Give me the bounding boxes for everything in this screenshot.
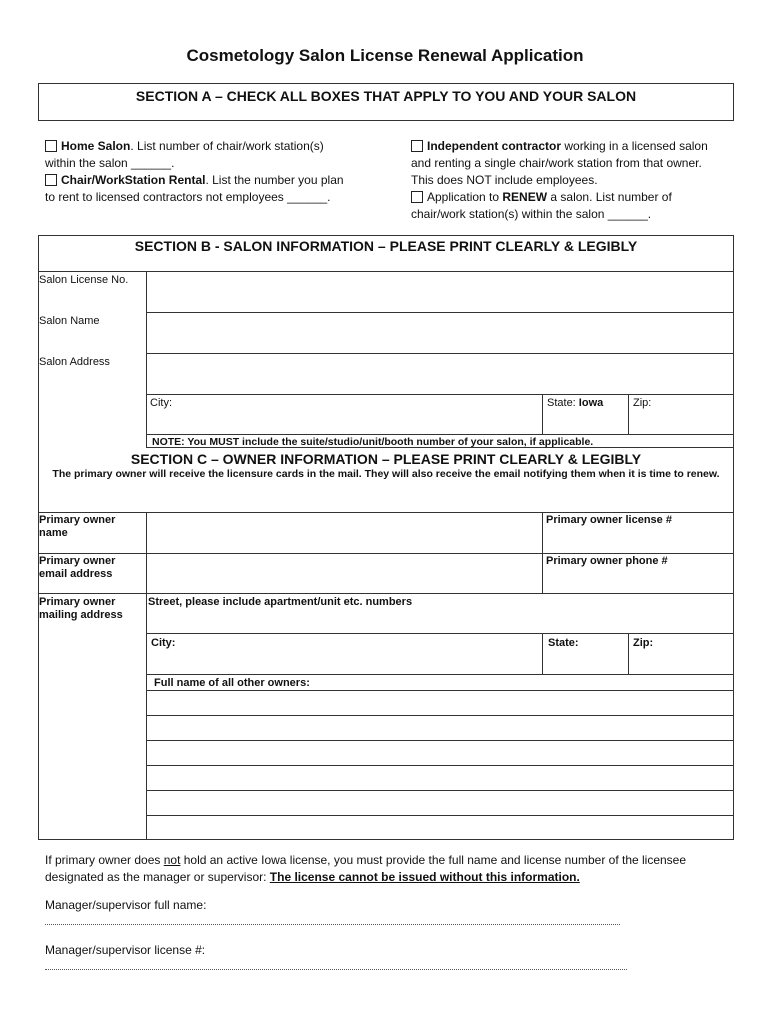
owner-state-label: State: xyxy=(548,637,579,649)
owner-mailing-label: Primary owner mailing address xyxy=(39,596,123,621)
manager-requirement-paragraph: If primary owner does not hold an active Iowa license, you must provide the full name and license number of the licensee designated as the manager or supervisor: The license cannot be issued without this information. xyxy=(45,853,687,884)
salon-state-value: Iowa xyxy=(578,397,604,409)
salon-name-label: Salon Name xyxy=(39,315,100,327)
owner-city-field[interactable] xyxy=(147,634,541,673)
salon-name-field[interactable] xyxy=(147,313,733,352)
section-c-heading: SECTION C – OWNER INFORMATION – PLEASE PRINT CLEARLY & LEGIBLY xyxy=(130,451,642,467)
renew-checkbox[interactable] xyxy=(411,191,423,203)
manager-license-line[interactable] xyxy=(45,969,627,970)
independent-contractor-checkbox[interactable] xyxy=(411,140,423,152)
other-owner-field-1[interactable] xyxy=(147,691,733,714)
chair-rental-checkbox[interactable] xyxy=(45,174,57,186)
home-salon-option: Home Salon. List number of chair/work station(s) within the salon ______. Chair/WorkStation Rental. List the number you plan to rent to licensed contractors not employees ______. xyxy=(45,139,344,204)
other-owner-field-5[interactable] xyxy=(147,791,733,814)
owner-phone-label: Primary owner phone # xyxy=(546,555,668,567)
section-a-heading: SECTION A – CHECK ALL BOXES THAT APPLY TO YOU AND YOUR SALON xyxy=(135,88,637,104)
salon-license-field[interactable] xyxy=(147,272,733,311)
salon-zip-field[interactable] xyxy=(629,395,733,433)
owner-street-field[interactable] xyxy=(147,610,733,632)
owner-license-label: Primary owner license # xyxy=(546,514,672,526)
owner-street-label: Street, please include apartment/unit etc. numbers xyxy=(148,596,413,608)
owner-zip-label: Zip: xyxy=(633,637,654,649)
salon-note: NOTE: You MUST include the suite/studio/unit/booth number of your salon, if applicable. xyxy=(152,436,594,448)
owner-city-label: City: xyxy=(151,637,176,649)
other-owner-field-4[interactable] xyxy=(147,766,733,789)
other-owner-field-3[interactable] xyxy=(147,741,733,764)
manager-name-label: Manager/supervisor full name: xyxy=(45,898,207,912)
owner-email-label: Primary owner email address xyxy=(39,555,116,580)
salon-address-field[interactable] xyxy=(147,354,733,393)
section-b-heading: SECTION B - SALON INFORMATION – PLEASE PRINT CLEARLY & LEGIBLY xyxy=(134,238,638,254)
owner-email-field[interactable] xyxy=(147,554,541,592)
salon-city-field[interactable] xyxy=(147,395,541,433)
home-salon-checkbox[interactable] xyxy=(45,140,57,152)
salon-state-label: State: Iowa xyxy=(547,397,604,409)
manager-name-line[interactable] xyxy=(45,924,620,925)
section-c-subheading: The primary owner will receive the licensure cards in the mail. They will also receive the email notifying them when it is time to renew. xyxy=(52,468,720,480)
other-owner-field-2[interactable] xyxy=(147,716,733,739)
page-title: Cosmetology Salon License Renewal Application xyxy=(186,46,584,65)
other-owners-label: Full name of all other owners: xyxy=(154,677,310,689)
manager-license-label: Manager/supervisor license #: xyxy=(45,943,206,957)
salon-city-label: City: xyxy=(150,397,172,409)
owner-name-label: Primary owner name xyxy=(39,514,116,539)
salon-zip-label: Zip: xyxy=(633,397,652,409)
salon-license-label: Salon License No. xyxy=(39,274,129,286)
salon-address-label: Salon Address xyxy=(39,356,110,368)
independent-contractor-option: Independent contractor working in a licensed salon and renting a single chair/work station from that owner. This does NOT include employees. Application to RENEW a salon. List number of chair/work station(s) within the salon ______. xyxy=(411,139,708,221)
owner-name-field[interactable] xyxy=(147,513,541,552)
